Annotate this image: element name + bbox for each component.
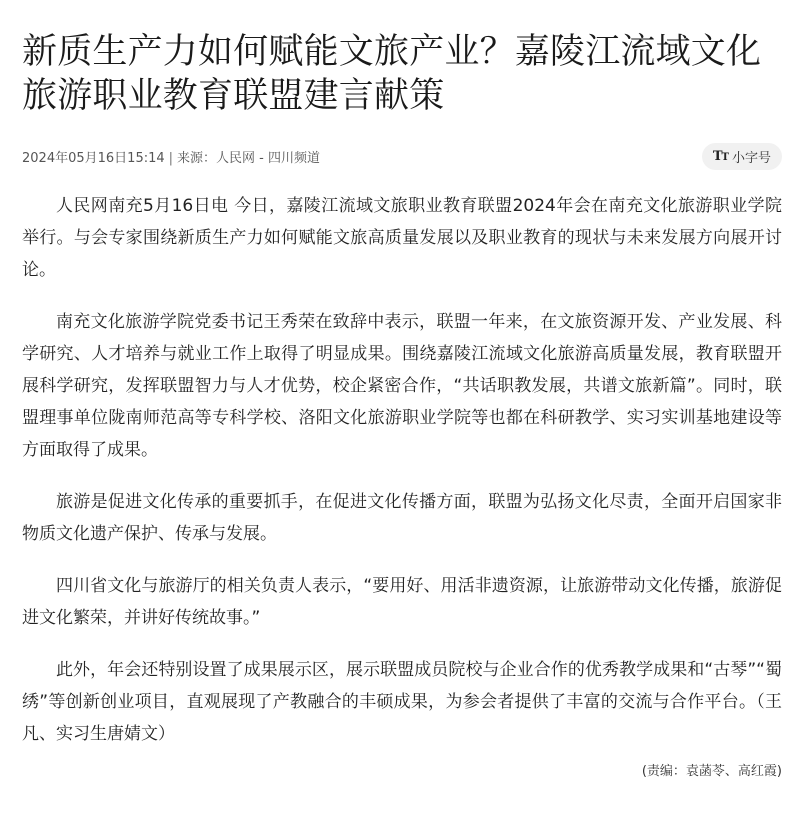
article-source: 来源：人民网 - 四川频道 <box>177 150 320 166</box>
font-size-icon: TT <box>712 148 728 164</box>
article-meta <box>22 147 320 166</box>
meta-row <box>22 142 782 170</box>
article-paragraph: 此外，年会还特别设置了成果展示区，展示联盟成员院校与企业合作的优秀教学成果和“古琴”“蜀绣”等创新创业项目，直观展现了产教融合的丰硕成果，为参会者提供了丰富的交流与合作平台。（王凡、实习生唐婧文） <box>22 660 782 744</box>
article-paragraph: 人民网南充5月16日电 今日，嘉陵江流域文旅职业教育联盟2024年会在南充文化旅游职业学院举行。与会专家围绕新质生产力如何赋能文旅高质量发展以及职业教育的现状与未来发展方向展开讨论。 <box>22 196 782 280</box>
font-size-toggle-button[interactable] <box>702 143 782 170</box>
article-paragraph: 四川省文化与旅游厅的相关负责人表示，“要用好、用活非遗资源，让旅游带动文化传播，旅游促进文化繁荣，并讲好传统故事。” <box>22 576 782 628</box>
font-size-toggle-label: 小字号 <box>731 150 771 166</box>
article-title: 新质生产力如何赋能文旅产业？嘉陵江流域文化旅游职业教育联盟建言献策 <box>22 32 762 116</box>
article-paragraph: 旅游是促进文化传承的重要抓手，在促进文化传播方面，联盟为弘扬文化尽责，全面开启国家非物质文化遗产保护、传承与发展。 <box>22 492 782 544</box>
publish-datetime: 2024年05月16日15:14 <box>22 150 165 166</box>
article-paragraph: 南充文化旅游学院党委书记王秀荣在致辞中表示，联盟一年来，在文旅资源开发、产业发展、科学研究、人才培养与就业工作上取得了明显成果。围绕嘉陵江流域文化旅游高质量发展，教育联盟开展科学研究，发挥联盟智力与人才优势，校企紧密合作，“共话职教发展，共谱文旅新篇”。同时，联盟理事单位陇南师范高等专科学校、洛阳文化旅游职业学院等也都在科研教学、实习实训基地建设等方面取得了成果。 <box>22 312 782 460</box>
article-body <box>22 190 782 770</box>
meta-separator: | <box>168 150 174 166</box>
editor-credit: (责编：袁菡苓、高红霞) <box>641 764 782 779</box>
